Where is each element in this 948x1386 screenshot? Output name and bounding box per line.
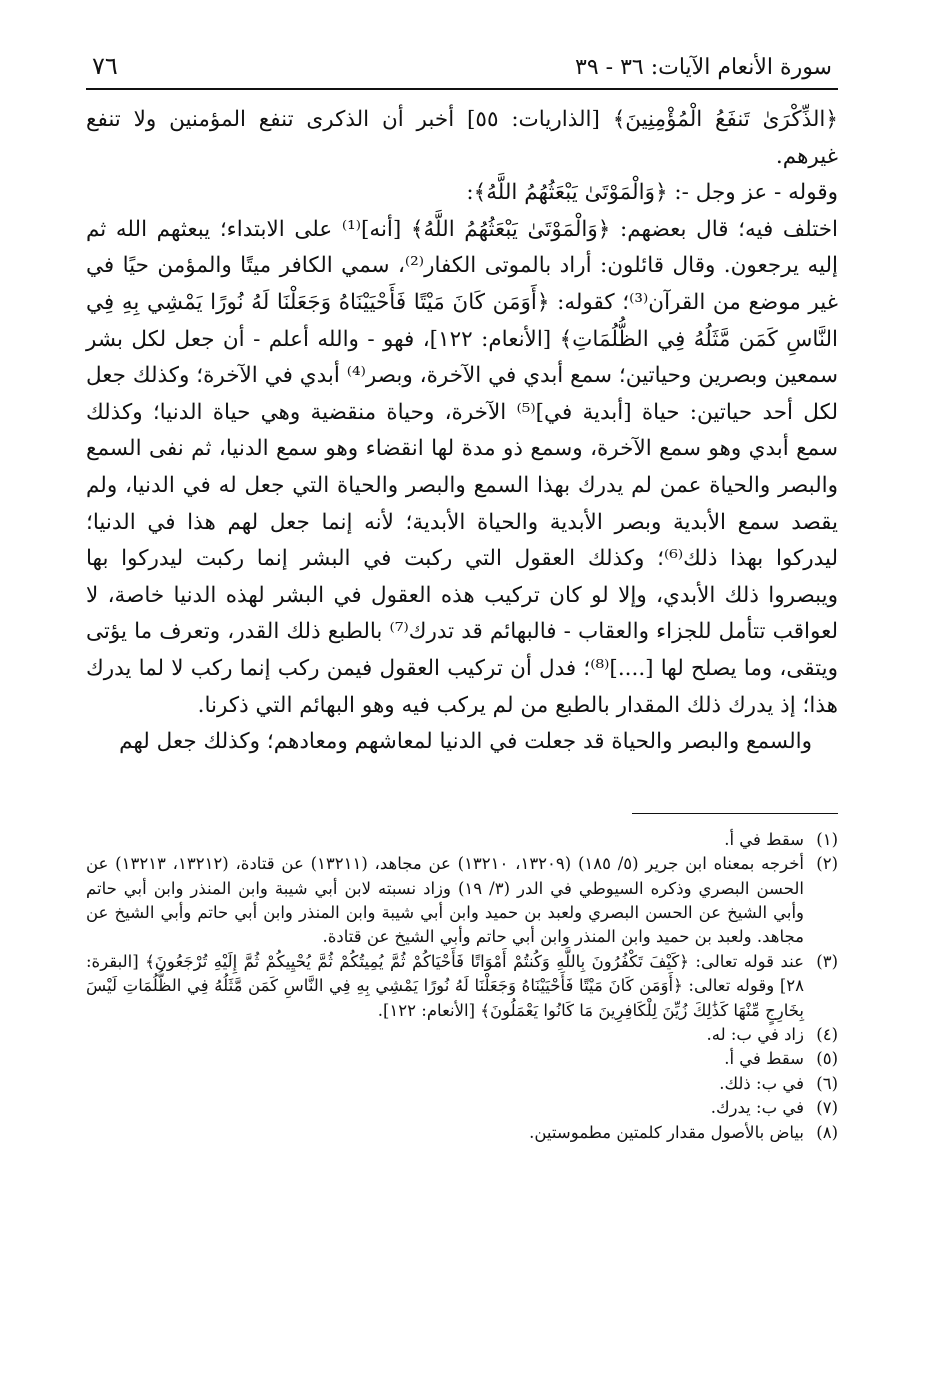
footnote (86, 852, 838, 950)
running-title: سورة الأنعام الآيات: ٣٦ - ٣٩ (575, 55, 832, 80)
footnote-text: بياض بالأصول مقدار كلمتين مطموستين. (529, 1122, 804, 1142)
footnote-text: في ب: يدرك. (710, 1098, 804, 1118)
paragraph: والسمع والبصر والحياة قد جعلت في الدنيا لمعاشهم ومعادهم؛ وكذلك جعل لهم (119, 729, 812, 755)
main-text (86, 102, 838, 761)
footnote (86, 1072, 838, 1096)
footnote-number: (٢) (816, 854, 838, 874)
footnote (86, 1096, 838, 1120)
footnote-number: (٧) (816, 1098, 838, 1118)
footnote-text: أخرجه بمعناه ابن جرير (٥/ ١٨٥) (١٣٢٠٩، ١٣٢١٠) عن مجاهد، (١٣٢١١) عن قتادة، (١٣٢١٢، ١٣٢١٣) عن الحسن البصري وذكره السيوطي في الدر (٣/ ١٩) وزاد نسبته لابن أبي شيبة وابن المنذر وابن أبي حاتم وأبي الشيخ عن الحسن البصري ولعبد بن حميد وابن أبي شيبة وابن المنذر وابن أبي حاتم وأبي الشيخ عن مجاهد. ولعبد بن حميد وابن المنذر وابن أبي حاتم وأبي الشيخ عن قتادة. (86, 854, 804, 947)
page-number: ٧٦ (92, 52, 118, 80)
book-page (86, 52, 838, 1145)
footnote-text: سقط في أ. (724, 1049, 804, 1069)
footnote (86, 1121, 838, 1145)
footnote (86, 828, 838, 852)
footnotes (86, 828, 838, 1145)
footnote-text: عند قوله تعالى: ﴿كَيْفَ تَكْفُرُونَ بِاللَّهِ وَكُنتُمْ أَمْوَاتًا فَأَحْيَاكُمْ ثُمَّ يُمِيتُكُمْ ثُمَّ يُحْيِيكُمْ ثُمَّ إِلَيْهِ تُرْجَعُونَ﴾ [البقرة: ٢٨] وقوله تعالى: ﴿أَوَمَن كَانَ مَيْتًا فَأَحْيَيْنَاهُ وَجَعَلْنَا لَهُ نُورًا يَمْشِي بِهِ فِي النَّاسِ كَمَن مَّثَلُهُ فِي الظُّلُمَاتِ لَيْسَ بِخَارِجٍ مِّنْهَا كَذَٰلِكَ زُيِّنَ لِلْكَافِرِينَ مَا كَانُوا يَعْمَلُونَ﴾ [الأنعام: ١٢٢]. (86, 951, 804, 1020)
paragraph: اختلف فيه؛ قال بعضهم: ﴿وَالْمَوْتَىٰ يَبْعَثُهُمُ اللَّهُ﴾ [أنه]⁽¹⁾ على الابتداء؛ يبعثهم الله ثم إليه يرجعون. وقال قائلون: أراد بالموتى الكفار⁽²⁾، سمي الكافر ميتًا والمؤمن حيًا في غير موضع من القرآن⁽³⁾؛ كقوله: ﴿أَوَمَن كَانَ مَيْتًا فَأَحْيَيْنَاهُ وَجَعَلْنَا لَهُ نُورًا يَمْشِي بِهِ فِي النَّاسِ كَمَن مَّثَلُهُ فِي الظُّلُمَاتِ﴾ [الأنعام: ١٢٢]، فهو - والله أعلم - أن جعل لكل بشر سمعين وبصرين وحياتين؛ سمع أبدي في الآخرة، وبصر⁽⁴⁾ أبدي في الآخرة؛ وكذلك جعل لكل أحد حياتين: حياة [أبدية في]⁽⁵⁾ الآخرة، وحياة منقضية وهي حياة الدنيا؛ وكذلك سمع أبدي وهو سمع الآخرة، وسمع ذو مدة لها انقضاء وهو سمع الدنيا، ثم نفى السمع والبصر والحياة عمن لم يدرك بهذا السمع والبصر والحياة التي جعل له في الدنيا، ولم يقصد سمع الأبدية وبصر الأبدية والحياة الأبدية؛ لأنه إنما جعل لهم هذا في الدنيا؛ ليدركوا بهذا ذلك⁽⁶⁾؛ وكذلك العقول التي ركبت في البشر إنما ركبت ليدركوا بها ويبصروا ذلك الأبدي، وإلا لو كان تركيب هذه العقول في البشر لهذه الدنيا خاصة، لا لعواقب تتأمل للجزاء والعقاب - فالبهائم قد تدرك⁽⁷⁾ بالطبع ذلك القدر، وتعرف ما يؤتى ويتقى، وما يصلح لها [....]⁽⁸⁾؛ فدل أن تركيب العقول فيمن ركب إنما ركب لا لما يدرك هذا؛ إذ يدرك ذلك المقدار بالطبع من لم يركب فيه وهو البهائم التي ذكرنا. (86, 216, 839, 718)
footnote-number: (١) (816, 829, 838, 849)
footnote-text: سقط في أ. (724, 829, 804, 849)
paragraph: ﴿الذِّكْرَىٰ تَنفَعُ الْمُؤْمِنِينَ﴾ [الذاريات: ٥٥] أخبر أن الذكرى تنفع المؤمنين ولا تنفع غيرهم. (86, 107, 838, 169)
paragraph: وقوله - عز وجل -: ﴿وَالْمَوْتَىٰ يَبْعَثُهُمُ اللَّهُ﴾: (466, 180, 838, 206)
footnote-number: (٥) (816, 1049, 838, 1069)
footnote-number: (٤) (816, 1024, 838, 1044)
footnote-text: في ب: ذلك. (719, 1073, 804, 1093)
footnote-number: (٨) (816, 1122, 838, 1142)
footnote (86, 1047, 838, 1071)
footnote-text: زاد في ب: له. (706, 1024, 804, 1044)
footnote (86, 1023, 838, 1047)
footnote-number: (٦) (816, 1073, 838, 1093)
footnote-divider (632, 813, 838, 814)
footnote-number: (٣) (816, 951, 838, 971)
running-header (86, 52, 838, 90)
footnote (86, 950, 838, 1023)
